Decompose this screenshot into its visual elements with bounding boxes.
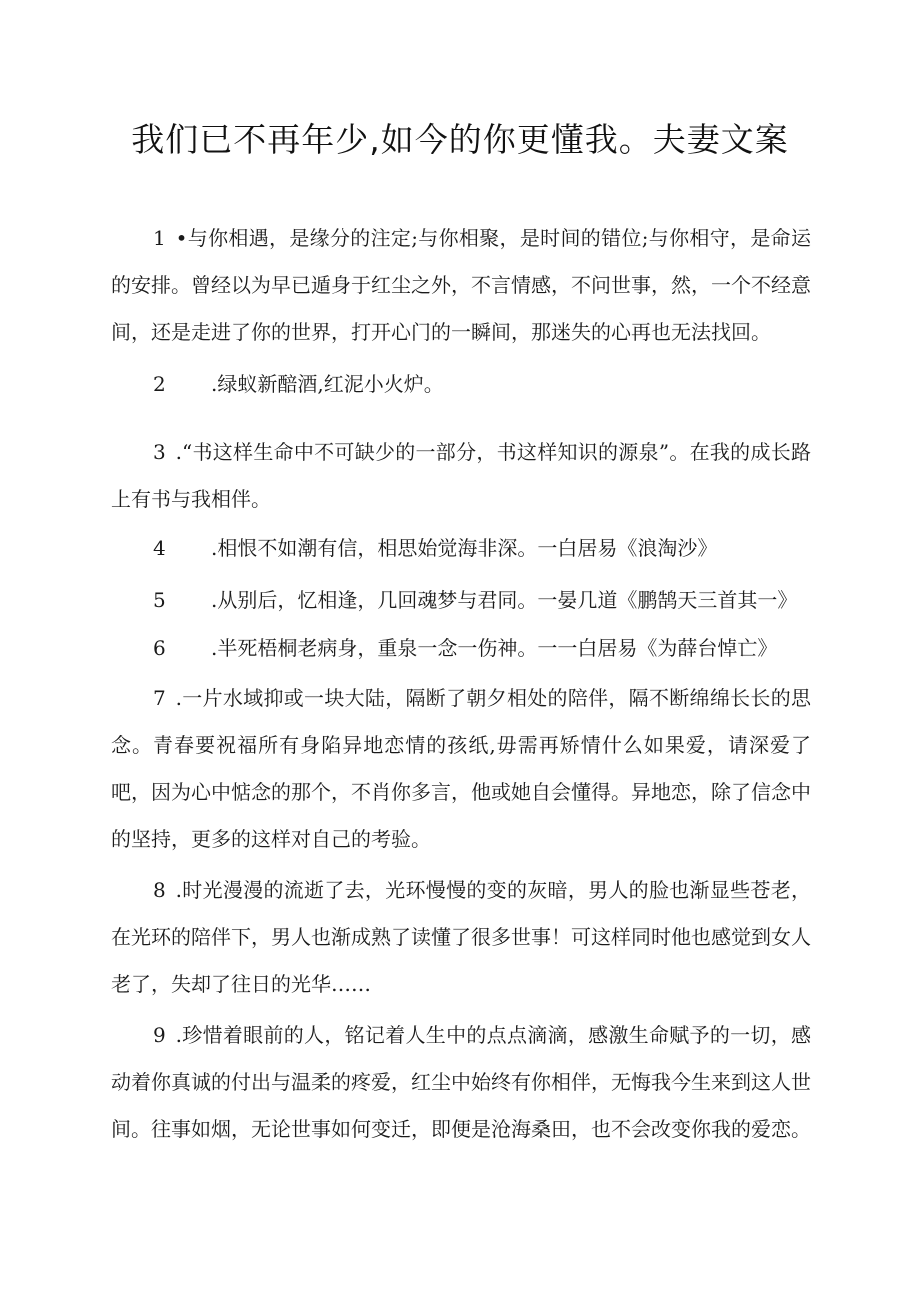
list-item-6 — [111, 625, 811, 672]
item-text: 时光漫漫的流逝了去，光环慢慢的变的灰暗，男人的脸也渐显些苍老，在光环的陪伴下，男人也渐成熟了读懂了很多世事！可这样同时他也感觉到女人老了，失却了往日的光华…… — [111, 878, 812, 996]
item-text: 相恨不如潮有信，相思始觉海非深。一白居易《浪淘沙》 — [217, 536, 718, 560]
item-separator: . — [169, 440, 182, 464]
item-number: 9 — [153, 1023, 166, 1047]
item-separator: . — [169, 878, 183, 902]
item-number: 1 — [153, 226, 166, 250]
item-number: 6 — [153, 636, 166, 660]
document-title: 我们已不再年少,如今的你更懂我。夫妻文案 — [131, 120, 789, 159]
item-separator: . — [211, 588, 218, 612]
item-text: 与你相遇，是缘分的注定;与你相聚，是时间的错位;与你相守，是命运的安排。曾经以为早已遁身于红尘之外，不言情感，不问世事，然，一个不经意间，还是走进了你的世界，打开心门的一瞬间，那迷失的心再也无法找回。 — [111, 226, 811, 344]
item-text: 一片水域抑或一块大陆，隔断了朝夕相处的陪伴，隔不断绵绵长长的思念。青春要祝福所有身陷异地恋情的孩纸,毋需再矫情什么如果爱，请深爱了吧，因为心中惦念的那个，不肖你多言，他或她自会懂得。异地恋，除了信念中的坚持，更多的这样对自己的考验。 — [111, 686, 812, 851]
item-number: 3 — [153, 440, 166, 464]
list-item-3 — [111, 429, 811, 523]
item-number: 7 — [153, 686, 166, 710]
item-separator: . — [211, 636, 218, 660]
item-number: 4 — [153, 536, 166, 560]
list-item-8 — [111, 867, 811, 1008]
list-item-5 — [111, 577, 811, 624]
list-item-1 — [111, 215, 811, 356]
list-item-4 — [111, 525, 811, 572]
item-text: “书这样生命中不可缺少的一部分，书这样知识的源泉”。在我的成长路上有书与我相伴。 — [111, 440, 812, 511]
item-separator: . — [169, 686, 183, 710]
list-item-9 — [111, 1012, 811, 1153]
item-number: 5 — [153, 588, 166, 612]
item-text: 绿蚁新醅酒,红泥小火炉。 — [217, 372, 444, 396]
item-separator: . — [169, 1023, 183, 1047]
item-number: 2 — [153, 372, 166, 396]
item-number: 8 — [153, 878, 166, 902]
item-separator: • — [169, 226, 188, 250]
list-item-2 — [111, 361, 811, 408]
item-separator: . — [211, 536, 218, 560]
list-item-7 — [111, 675, 811, 863]
item-text: 珍惜着眼前的人，铭记着人生中的点点滴滴，感激生命赋予的一切，感动着你真诚的付出与温柔的疼爱，红尘中始终有你相伴，无悔我今生来到这人世间。往事如烟，无论世事如何变迁，即便是沧海桑田，也不会改变你我的爱恋。 — [111, 1023, 812, 1141]
item-text: 从别后，忆相逢，几回魂梦与君同。一晏几道《鹏鹄天三首其一》 — [217, 588, 798, 612]
item-separator: . — [211, 372, 218, 396]
item-text: 半死梧桐老病身，重泉一念一伤神。一一白居易《为薛台悼亡》 — [217, 636, 778, 660]
